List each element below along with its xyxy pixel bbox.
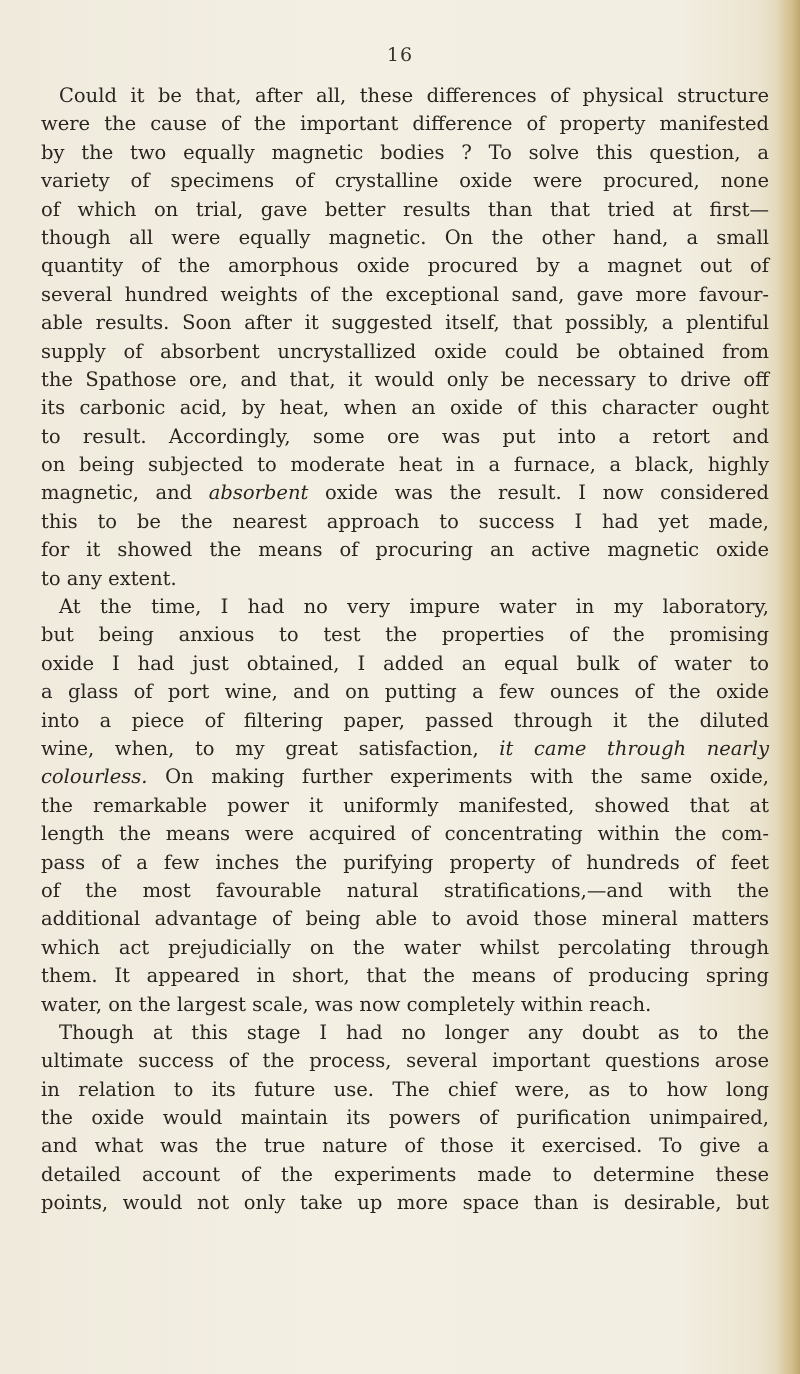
text-line: of which on trial, gave better results than that tried at first— [41, 197, 769, 221]
text-line: on being subjected to moderate heat in a furnace, a black, highly [41, 453, 769, 477]
text-line: supply of absorbent uncrystallized oxide could be obtained from [41, 339, 769, 363]
text-line: this to be the nearest approach to success I had yet made, [41, 509, 769, 533]
text-segment: wine, when, to my great satisfaction, [41, 736, 500, 760]
text-line: them. It appeared in short, that the means of producing spring [41, 964, 769, 988]
text-segment: oxide was the result. I now considered [308, 481, 769, 505]
text-line [41, 735, 769, 763]
text-line: for it showed the means of procuring an active magnetic oxide [41, 538, 769, 562]
text-line: the Spathose ore, and that, it would only be necessary to drive off [41, 367, 769, 391]
text-line: by the two equally magnetic bodies ? To solve this question, a [41, 140, 769, 164]
italic-text: it came through nearly [499, 736, 769, 760]
text-line: to any extent. [41, 566, 177, 590]
text-line: in relation to its future use. The chief were, as to how long [41, 1077, 769, 1101]
text-line [41, 479, 769, 507]
text-line: quantity of the amorphous oxide procured by a magnet out of [41, 254, 769, 278]
text-line: the remarkable power it uniformly manifested, showed that at [41, 793, 769, 817]
text-line: the oxide would maintain its powers of purification unimpaired, [41, 1106, 769, 1130]
text-line: At the time, I had no very impure water in my laboratory, [59, 595, 769, 619]
text-line: were the cause of the important difference of property manifested [41, 112, 769, 136]
text-line: and what was the true nature of those it exercised. To give a [41, 1134, 769, 1158]
text-line: into a piece of filtering paper, passed through it the diluted [41, 708, 769, 732]
text-line: which act prejudicially on the water whilst percolating through [41, 935, 769, 959]
text-segment: On making further experiments with the same oxide, [147, 765, 769, 789]
text-line: though all were equally magnetic. On the other hand, a small [41, 225, 769, 249]
text-line: pass of a few inches the purifying property of hundreds of feet [41, 850, 769, 874]
text-line: Could it be that, after all, these differences of physical structure [59, 84, 769, 107]
text-line: but being anxious to test the properties of the promising [41, 623, 769, 647]
text-line: ultimate success of the process, several important questions arose [41, 1049, 769, 1073]
text-line: several hundred weights of the exceptional sand, gave more favour- [41, 282, 769, 306]
italic-text: colourless. [41, 765, 148, 789]
text-segment: magnetic, and [41, 481, 209, 505]
text-line: water, on the largest scale, was now completely within reach. [41, 992, 652, 1016]
text-line: variety of specimens of crystalline oxide were procured, none [41, 169, 769, 193]
text-line: oxide I had just obtained, I added an equal bulk of water to [41, 651, 769, 675]
text-line: points, would not only take up more space than is desirable, but [41, 1191, 769, 1215]
page-edge-shadow [778, 0, 800, 1374]
page-number: 16 [386, 44, 414, 66]
text-line: additional advantage of being able to avoid those mineral matters [41, 907, 769, 931]
text-line [41, 763, 769, 791]
body-text [41, 82, 769, 1218]
text-line: its carbonic acid, by heat, when an oxide of this character ought [41, 396, 769, 420]
text-line: Though at this stage I had no longer any doubt as to the [59, 1020, 769, 1044]
text-line: length the means were acquired of concentrating within the com- [41, 822, 769, 846]
text-line: a glass of port wine, and on putting a few ounces of the oxide [41, 680, 769, 704]
italic-text: absorbent [208, 481, 309, 505]
text-line: able results. Soon after it suggested itself, that possibly, a plentiful [41, 311, 769, 335]
text-line: detailed account of the experiments made to determine these [41, 1162, 769, 1186]
text-line: to result. Accordingly, some ore was put into a retort and [41, 424, 769, 448]
text-line: of the most favourable natural stratifications,—and with the [41, 878, 769, 902]
